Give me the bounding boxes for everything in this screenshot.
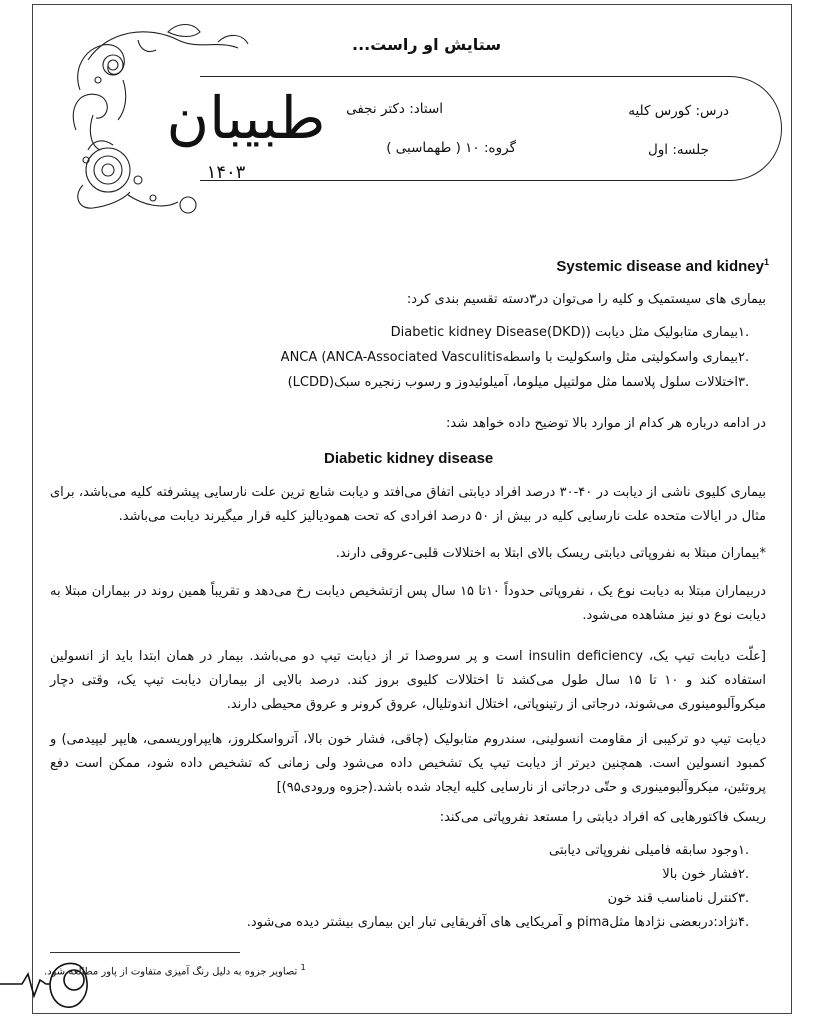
- section-title-systemic: Systemic disease and kidney$^1$: [556, 257, 769, 275]
- risk-list-item: .۲فشار خون بالا: [662, 867, 750, 882]
- logo-year: ۱۴۰۳: [206, 162, 246, 183]
- section1-outro: در ادامه درباره هر کدام از موارد بالا توضیح داده خواهد شد:: [446, 416, 766, 431]
- list-item: .۱بیماری متابولیک مثل دیابت (Diabetic kidney Disease(DKD): [390, 325, 750, 340]
- list-item: .۳اختلالات سلول پلاسما مثل مولتیپل میلوما، آمیلوئیدوز و رسوب زنجیره سبک(LCDD): [287, 375, 750, 390]
- session-label: جلسه: اول: [647, 142, 709, 158]
- list-item: .۲بیماری واسکولیتی مثل واسکولیت با واسطهANCA (ANCA-Associated Vasculitis: [280, 350, 750, 365]
- risk-intro: ریسک فاکتورهایی که افراد دیابتی را مستعد نفروپاتی می‌کند:: [439, 810, 766, 825]
- risk-list-item: .۳کنترل نامناسب قند خون: [607, 891, 750, 906]
- stethoscope-icon: [0, 952, 110, 1022]
- paragraph: *بیماران مبتلا به نفروپاتی دیابتی ریسک بالای ابتلا به اختلالات قلبی-عروقی دارند.: [335, 546, 766, 561]
- paragraph: دیابت تیپ دو ترکیبی از مقاومت انسولینی، سندروم متابولیک (چاقی، فشار خون بالا، آترواسکلروز، هایپراوریسمی، هایپر لیپیدمی) و کمبود انسولین است. همچنین دیرتر از دیابت تیپ یک تشخیص داده می‌شود ولی زمانی که تشخیص داده شود، ممکن است دفع پروتئین، میکروآلبومینوری و حتّی درجاتی از نارسایی کلیه ایجاد شده باشد.(جزوه ورودی۹۵)]: [50, 732, 766, 795]
- risk-list-item: .۱وجود سابقه فامیلی نفروپاتی دیابتی: [549, 843, 750, 858]
- paragraph: دربیماران مبتلا به دیابت نوع یک ، نفروپاتی حدوداً ۱۰تا ۱۵ سال پس ازتشخیص دیابت رخ می‌دهد و تقریباً همین روند در بیماران مبتلا به دیابت نوع دو نیز مشاهده می‌شود.: [50, 584, 766, 623]
- section-title-diabetic: Diabetic kidney disease: [324, 450, 494, 467]
- section1-intro: بیماری های سیستمیک و کلیه را می‌توان در۳دسته تقسیم بندی کرد:: [406, 292, 766, 307]
- logo-text: طبیبان: [166, 84, 326, 152]
- paragraph: [علّت دیابت تیپ یک، insulin deficiency است و پر سروصدا تر از دیابت تیپ دو می‌باشد. بیمار در همان ابتدا باید از انسولین استفاده کند و ۱۰ تا ۱۵ سال طول می‌کشد تا اختلالات کلیوی بروز کند. درصد بالایی از بیماران دیابت تیپ یک، وقتی دچار میکروآلبومینوری می‌شوند، درجاتی از رتینوپاتی، اختلال اندوتلیال، عروق کرونر و عروق محیطی دارند.: [50, 649, 767, 712]
- header-box: [200, 76, 782, 181]
- footnote: $^1$ تصاویر جزوه به دلیل رنگ آمیزی متفاوت از پاور مطالعه شود.: [44, 962, 306, 978]
- paragraph: بیماری کلیوی ناشی از دیابت در ۴۰-۳۰ درصد افراد دیابتی اتفاق می‌افتد و دیابت شایع ترین علت نارسایی پیشرفته کلیه می‌باشد، برای مثال در ایالات متحده علت نارسایی کلیه در بیش از ۵۰ درصد افرادی که تحت همودیالیز کلیه قرار میگیرند دیابت می‌باشد.: [50, 485, 767, 524]
- praise-heading: ستایش او راست...: [352, 35, 502, 54]
- teacher-label: استاد: دکتر نجفی: [346, 101, 443, 117]
- course-label: درس: کورس کلیه: [628, 103, 729, 119]
- risk-list-item: .۴نژاد:دربعضی نژادها مثلpima و آمریکایی های آفریقایی تبار این بیماری بیشتر دیده می‌شود.: [246, 915, 750, 930]
- group-label: گروه: ۱۰ ( طهماسبی ): [386, 140, 516, 156]
